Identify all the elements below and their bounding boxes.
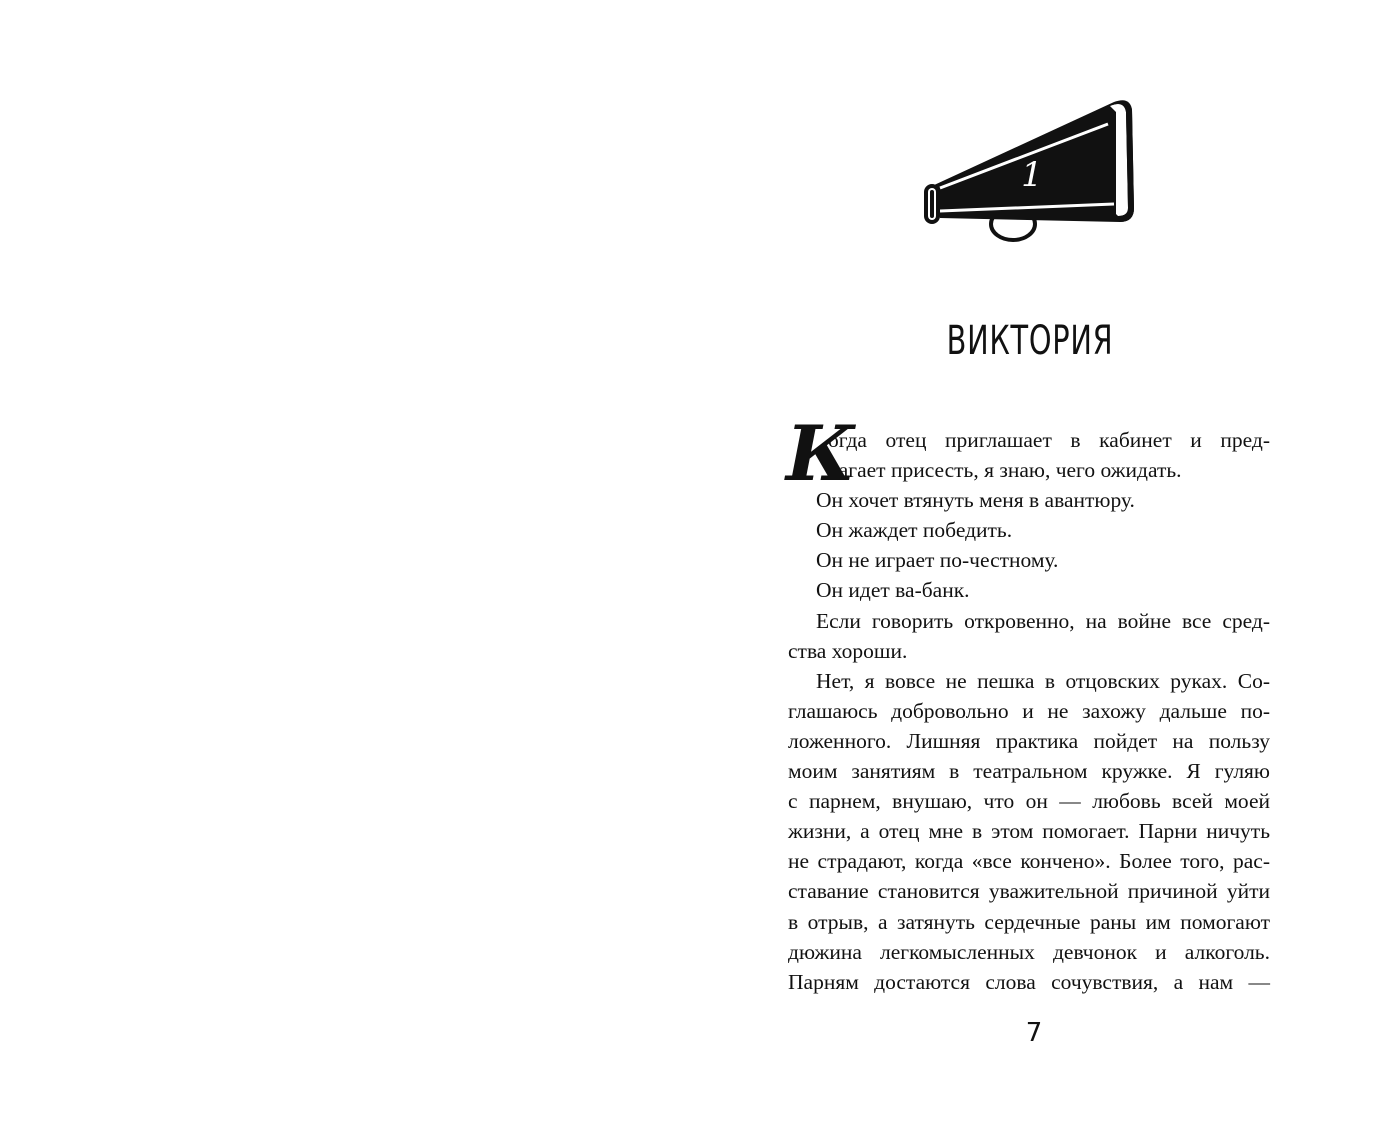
- text-line: лагает присесть, я знаю, чего ожидать.: [828, 458, 1182, 483]
- text-line: Он хочет втянуть меня в авантюру.: [816, 488, 1135, 513]
- chapter-title: ВИКТОРИЯ: [946, 318, 1114, 364]
- drop-cap: К: [786, 409, 856, 498]
- chapter-number: 1: [1021, 155, 1043, 195]
- text-line: Если говорить откровенно, на войне все сред-: [816, 608, 1270, 633]
- text-line: Он идет ва-банк.: [816, 578, 970, 603]
- page-number: 7: [1025, 1018, 1043, 1048]
- text-line: в отрыв, а затянуть сердечные раны им помогают: [788, 909, 1270, 934]
- text-line: дюжина легкомысленных девчонок и алкоголь.: [788, 939, 1270, 964]
- text-line: моим занятиям в театральном кружке. Я гуляю: [788, 759, 1270, 784]
- text-line: жизни, а отец мне в этом помогает. Парни ничуть: [788, 819, 1270, 844]
- text-line: глашаюсь добровольно и не захожу дальше по-: [788, 698, 1270, 723]
- text-line: ства хороши.: [788, 638, 908, 663]
- text-line: Он жаждет победить.: [816, 518, 1013, 543]
- text-line: Парням достаются слова сочувствия, а нам —: [788, 969, 1270, 994]
- text-line: Нет, я вовсе не пешка в отцовских руках. Со-: [816, 668, 1270, 693]
- text-line: не страдают, когда «все кончено». Более того, рас-: [788, 849, 1270, 874]
- text-line: ставание становится уважительной причиной уйти: [788, 879, 1270, 904]
- text-line: с парнем, внушаю, что он — любовь всей моей: [788, 789, 1270, 814]
- left-page-blank: [0, 0, 696, 1125]
- text-line: ложенного. Лишняя практика пойдет на пользу: [788, 728, 1270, 753]
- body-text: [786, 409, 1270, 997]
- text-line: Он не играет по-честному.: [816, 548, 1059, 573]
- megaphone-icon: [918, 96, 1138, 246]
- text-line: огда отец приглашает в кабинет и пред-: [828, 428, 1270, 452]
